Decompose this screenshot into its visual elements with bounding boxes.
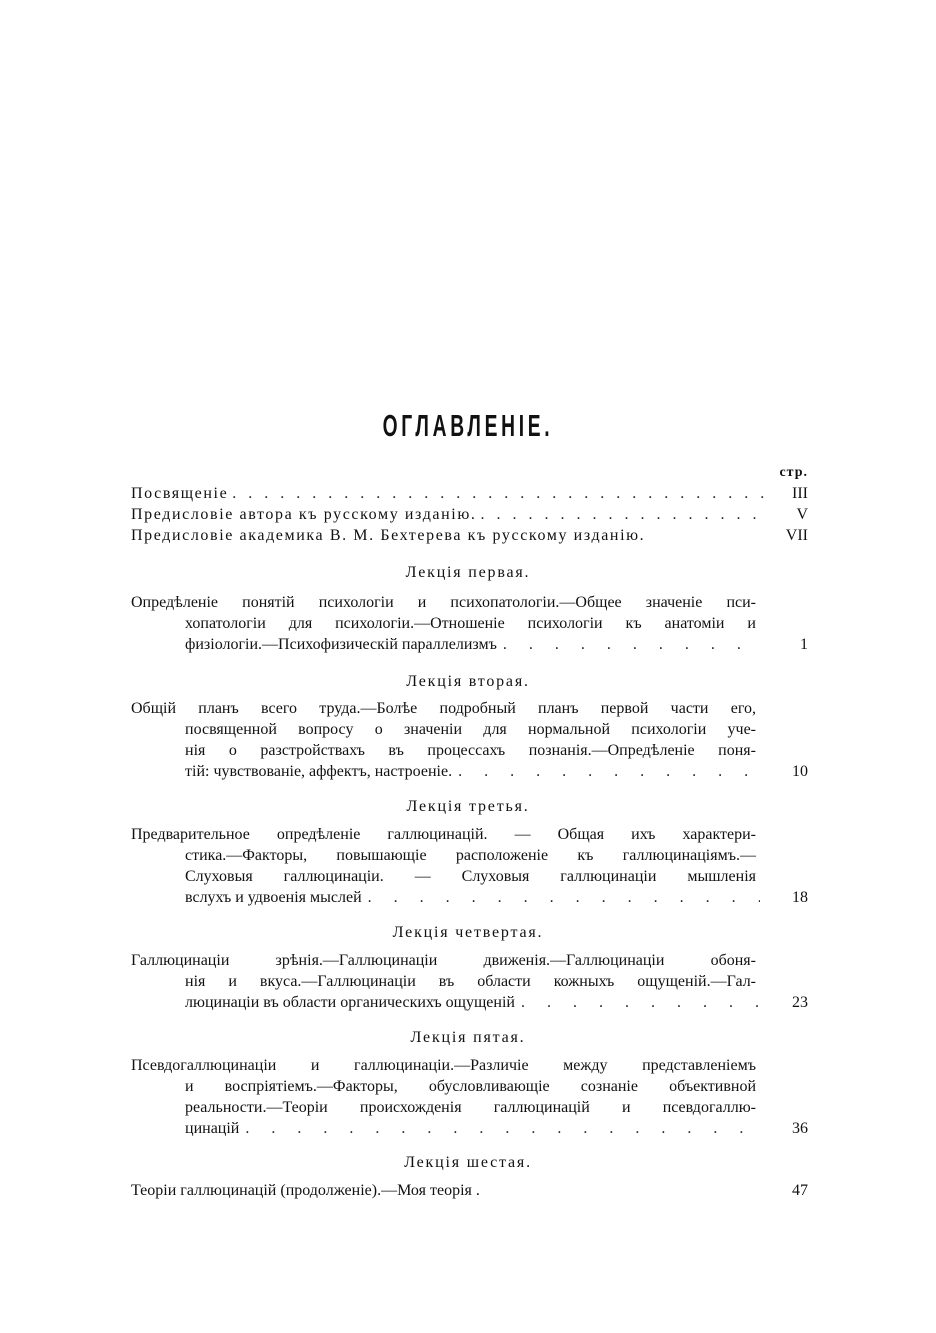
entry-line: тій: чувствованіе, аффектъ, настроеніе. [185, 763, 453, 780]
toc-entry-label: Предисловіе автора къ русскому изданію. [131, 506, 477, 523]
entry-line: Теоріи галлюцинацій (продолженіе).—Моя теорія . [131, 1182, 480, 1199]
entry-line: Псевдогаллюцинаціи и галлюцинаціи.—Различіе между представленіемъ [131, 1057, 756, 1074]
toc-lecture-entry[interactable] [131, 824, 808, 908]
toc-front-matter [131, 483, 808, 546]
toc-lecture-entry[interactable] [131, 592, 808, 655]
entry-line: реальности.—Теоріи происхожденія галлюцинацій и псевдогаллю- [185, 1099, 756, 1116]
entry-line: посвященной вопросу о значеніи для нормальной психологіи уче- [185, 721, 756, 738]
page-column-label: стр. [779, 465, 808, 480]
lecture-heading: Лекція третья. [406, 798, 530, 815]
toc-lecture-entry[interactable] [131, 1180, 808, 1201]
lecture-heading: Лекція первая. [405, 564, 531, 581]
toc-lecture-entry[interactable] [131, 698, 808, 782]
toc-entry-page: 36 [792, 1120, 808, 1137]
lecture-heading: Лекція четвертая. [392, 924, 544, 941]
entry-line: Общій планъ всего труда.—Болѣе подробный планъ первой части его, [131, 700, 756, 717]
entry-line: цинацій [185, 1120, 240, 1137]
lecture-heading: Лекція вторая. [406, 673, 530, 690]
toc-entry-page: 10 [792, 763, 808, 780]
toc-entry[interactable] [131, 504, 808, 525]
toc-entry-page: 47 [792, 1182, 808, 1199]
dot-leader [481, 504, 765, 525]
entry-line: хопатологіи для психологіи.—Отношеніе психологіи къ анатоміи и [185, 615, 756, 632]
toc-entry[interactable] [131, 525, 808, 546]
dot-leader [232, 483, 764, 504]
entry-line: люцинаціи въ области органическихъ ощущеній [185, 994, 515, 1011]
toc-lecture-entry[interactable] [131, 1055, 808, 1139]
toc-entry-page: 18 [792, 889, 808, 906]
entry-line: и воспріятіемъ.—Факторы, обусловливающіе сознаніе объективной [185, 1078, 756, 1095]
entry-line: Опредѣленіе понятій психологіи и психопатологіи.—Общее значеніе пси- [131, 594, 756, 611]
dot-leader [368, 887, 760, 908]
lecture-heading: Лекція шестая. [404, 1154, 532, 1171]
entry-line: нія и вкуса.—Галлюцинаціи въ области кожныхъ ощущеній.—Гал- [185, 973, 756, 990]
toc-entry-label: Предисловіе академика В. М. Бехтерева къ русскому изданію. [131, 527, 646, 544]
toc-lecture-entry[interactable] [131, 950, 808, 1013]
page-title: ОГЛАВЛЕНІЕ. [382, 408, 554, 443]
entry-line: нія о разстройствахъ въ процессахъ познанія.—Опредѣленіе поня- [185, 742, 756, 759]
entry-line: стика.—Факторы, повышающіе расположеніе къ галлюцинаціямъ.— [185, 847, 756, 864]
dot-leader [458, 761, 760, 782]
entry-line: Слуховыя галлюцинаціи. — Слуховыя галлюцинаціи мышленія [185, 868, 756, 885]
toc-entry-label: Посвященіе [131, 485, 229, 502]
toc-entry-page: 23 [792, 994, 808, 1011]
entry-line: физіологіи.—Психофизическій параллелизмъ [185, 636, 497, 653]
toc-entry-page: V [796, 506, 808, 523]
dot-leader [521, 992, 760, 1013]
dot-leader [503, 634, 760, 655]
toc-entry-page: III [792, 485, 808, 502]
dot-leader [245, 1118, 760, 1139]
entry-line: вслухъ и удвоенія мыслей [185, 889, 362, 906]
toc-entry-page: VII [785, 527, 808, 544]
entry-line: Галлюцинаціи зрѣнія.—Галлюцинаціи движенія.—Галлюцинаціи обоня- [131, 952, 756, 969]
toc-entry-page: 1 [800, 636, 808, 653]
toc-entry[interactable] [131, 483, 808, 504]
entry-line: Предварительное опредѣленіе галлюцинацій. — Общая ихъ характери- [131, 826, 756, 843]
lecture-heading: Лекція пятая. [410, 1029, 526, 1046]
